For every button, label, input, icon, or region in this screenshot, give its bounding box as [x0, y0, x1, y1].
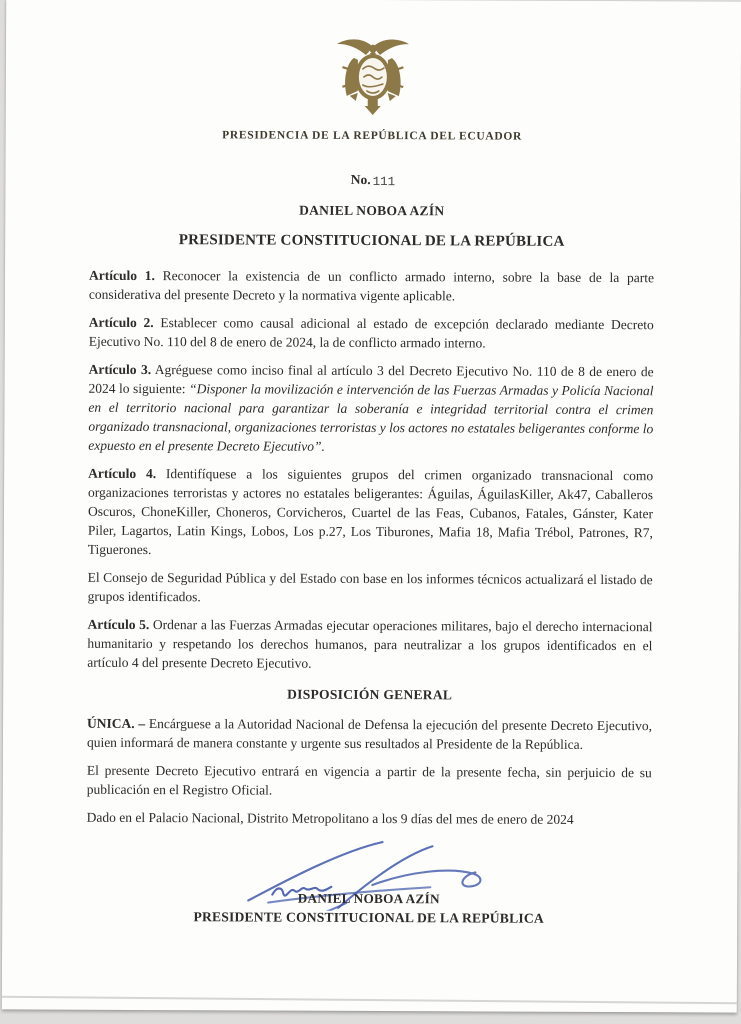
page-edge-shadow — [2, 996, 737, 1004]
decree-number-label: No. — [350, 171, 371, 187]
president-name: DANIEL NOBOA AZÍN — [299, 202, 445, 219]
signature-block — [86, 836, 651, 927]
consejo-paragraph: El Consejo de Seguridad Pública y del Estado con base en los informes técnicos actualizará el listado de grupos identificados. — [87, 569, 653, 605]
unica-label: ÚNICA. – — [87, 715, 146, 732]
article-1-text: Reconocer la existencia de un conflicto armado interno, sobre la base de la parte considerativa del presente Decreto y la normativa vigente aplicable. — [88, 268, 655, 304]
article-3 — [88, 360, 653, 457]
article-3-text: Agréguese como inciso final al artículo 3 del Decreto Ejecutivo No. 110 de 8 de enero de 2024 lo siguiente: — [88, 362, 654, 397]
signatory-title: PRESIDENTE CONSTITUCIONAL DE LA REPÚBLICA — [193, 909, 544, 926]
article-2 — [89, 313, 654, 353]
article-5-text: Ordenar a las Fuerzas Armadas ejecutar operaciones militares, bajo el derecho internacional humanitario y respetando los derechos humanos, para neutralizar a los grupos identificados en el artículo 4 del presente Decreto Ejecutivo. — [87, 617, 653, 671]
dado-line: Dado en el Palacio Nacional, Distrito Metropolitano a los 9 días del mes de enero de 2024 — [86, 809, 574, 827]
decree-body — [87, 266, 654, 829]
article-2-label: Artículo 2. — [88, 314, 154, 331]
vigencia-paragraph: El presente Decreto Ejecutivo entrará en vigencia a partir de la presente fecha, sin perjuicio de su publicación en el Registro Oficial. — [86, 762, 652, 798]
article-1 — [89, 266, 654, 306]
article-2-text: Establecer como causal adicional al estado de excepción declarado mediante Decreto Ejecutivo No. 110 del 8 de enero de 2024, la de conflicto armado interno. — [88, 315, 654, 351]
document-page — [2, 0, 741, 1013]
unica-paragraph — [87, 714, 652, 754]
signatory-name: DANIEL NOBOA AZÍN — [297, 890, 440, 907]
article-5 — [87, 615, 652, 674]
article-4 — [88, 464, 653, 561]
article-4-text: Identifíquese a los siguientes grupos del crimen organizado transnacional como organizaciones terroristas y actores no estatales beligerantes: Águilas, ÁguilasKiller, Ak47, Caballeros Oscuros, ChoneKiller, Choneros, Corvicheros, Cuartel de las Feas, Cubanos, Fatales, Gánster, Kater Piler, Lagartos, Latin Kings, Lobos, Los p.27, Los Tiburones, Mafia 18, Mafia Trébol, Patrones, R7, Tiguerones. — [87, 466, 654, 558]
article-3-label: Artículo 3. — [88, 361, 152, 378]
article-4-label: Artículo 4. — [88, 465, 157, 482]
decree-number — [89, 171, 654, 189]
disposicion-general-heading: DISPOSICIÓN GENERAL — [287, 686, 453, 703]
unica-text: Encárguese a la Autoridad Nacional de Defensa la ejecución del presente Decreto Ejecutivo, quien informará de manera constante y urgente sus resultados al Presidente de la República. — [86, 716, 653, 752]
article-5-label: Artículo 5. — [87, 616, 150, 633]
article-3-quote: “Disponer la movilización e intervención de las Fuerzas Armadas y Policía Nacional en el territorio nacional para garantizar la soberanía e integridad territorial contra el crimen organizado transnacional, organizaciones terroristas y los actores no estatales beligerantes conforme lo expuesto en el presente Decreto Ejecutivo”. — [88, 381, 654, 454]
ecuador-coat-of-arms-icon — [320, 36, 424, 120]
document-content — [2, 0, 741, 928]
decree-number-value: 111 — [372, 175, 396, 190]
president-title: PRESIDENTE CONSTITUCIONAL DE LA REPÚBLICA — [178, 232, 565, 250]
article-1-label: Artículo 1. — [88, 267, 155, 284]
institution-name: PRESIDENCIA DE LA REPÚBLICA DEL ECUADOR — [222, 129, 523, 143]
